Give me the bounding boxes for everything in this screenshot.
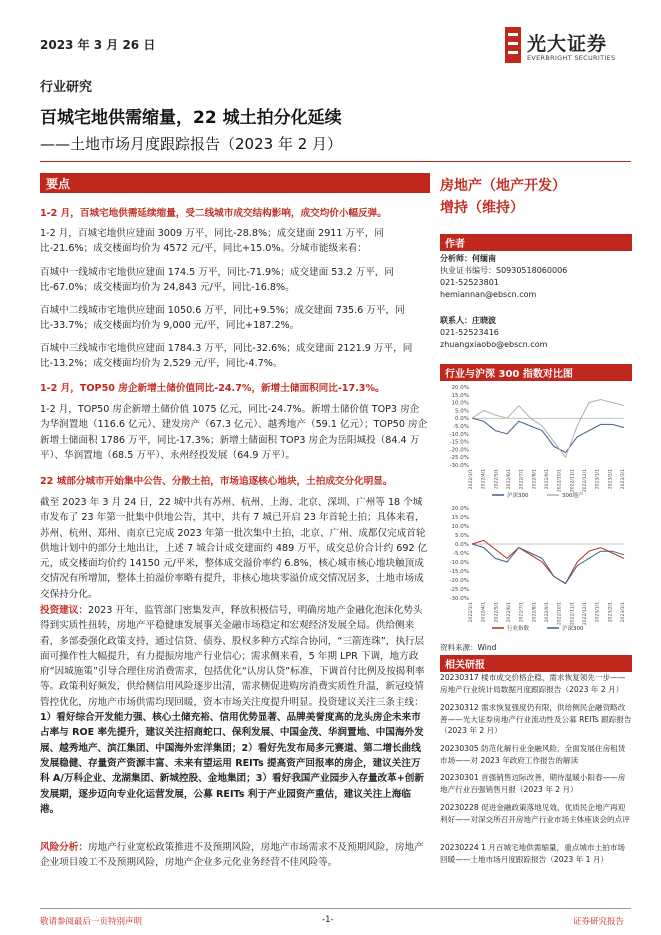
section3-para1: 截至 2023 年 3 月 24 日，22 城中共有苏州、杭州、上海、北京、深圳、广州等 18 个城市发布了 23 年第一批集中供地公告，其中，共有 7 城已开启 23 年首轮土拍；具体来看，苏州、杭州、郑州、南京已完成 2023 年第一批次集中土拍，北京、广州、成都仅完成首轮供地计划中的部分土地出让，上述 7 城合计成交建面约 489 万平，成交总价合计约 692 亿元，成交楼面均价约 14150 元/平米，整体成交溢价率约 6.8%，核心城市核心地块触顶成交情况有所增加，整体土拍溢价率略有提升，非核心地块零溢价成交情况居多，土地市场成交保持分化。 xyxy=(40,497,428,600)
related-label: 相关研报 xyxy=(445,660,485,671)
x-tick-label: 2022/4/1 xyxy=(481,469,487,490)
footer-report-type: 证券研究报告 xyxy=(573,917,625,927)
company-logo xyxy=(505,27,630,67)
risk-text: 房地产行业宽松政策推进不及预期风险，房地产市场需求不及预期风险，房地产企业项目竣工不及预期风险，房地产企业多元化业务经营不佳风险等。 xyxy=(40,842,424,869)
y-tick-label: -5.0% xyxy=(453,424,469,430)
section2-headline: 1-2 月，TOP50 房企新增土储价值同比-24.7%，新增土储面积同比-17.3%。 xyxy=(40,383,385,394)
x-tick-label: 2022/11/1 xyxy=(570,602,576,626)
footer-disclaimer[interactable]: 敬请参阅最后一页特别声明 xyxy=(40,917,143,927)
x-tick-label: 2022/6/1 xyxy=(507,602,512,623)
footer-divider xyxy=(40,908,631,909)
y-tick-label: 5.0% xyxy=(455,408,469,415)
y-tick-label: -15.0% xyxy=(449,569,469,575)
y-tick-label: -10.0% xyxy=(449,431,469,438)
title-divider xyxy=(40,161,631,162)
related-report-item[interactable]: 20230228 促进金融政策落地见效，优质民企地产再迎利好——对深交所召开房地产行业市场主体座谈会的点评 xyxy=(440,803,630,824)
x-tick-label: 2023/3/1 xyxy=(621,602,626,623)
y-tick-label: -5.0% xyxy=(453,551,469,557)
y-tick-label: -15.0% xyxy=(449,439,469,446)
x-tick-label: 2023/2/1 xyxy=(608,602,614,623)
page-number: -1- xyxy=(322,915,334,925)
x-tick-label: 2022/9/1 xyxy=(545,602,550,623)
contact-name: 联系人：庄晓波 xyxy=(440,316,496,325)
y-tick-label: 15.0% xyxy=(451,392,469,399)
author-label: 作者 xyxy=(445,239,465,250)
x-tick-label: 2022/10/1 xyxy=(557,602,563,626)
y-tick-label: 5.0% xyxy=(455,533,469,539)
page-title: 百城宅地供需缩量，22 城土拍分化延续 xyxy=(40,108,342,128)
y-tick-label: 20.0% xyxy=(451,385,469,391)
y-tick-label: 15.0% xyxy=(451,515,469,521)
related-bar xyxy=(440,655,632,672)
x-tick-label: 2022/10/1 xyxy=(557,469,563,493)
x-tick-label: 2022/9/1 xyxy=(545,469,550,490)
x-tick-label: 2022/7/1 xyxy=(519,602,525,623)
y-tick-label: 20.0% xyxy=(451,506,469,512)
logo-icon xyxy=(505,27,521,63)
key-points-bar xyxy=(40,173,430,193)
y-tick-label: 0.0% xyxy=(455,416,469,423)
x-tick-label: 2022/3/1 xyxy=(469,602,474,623)
index-compare-chart-1 xyxy=(440,383,632,501)
section1-para4: 百城中三线城市宅地供应建面 1784.3 万平，同比-32.6%；成交建面 2121.9 万平，同比-13.2%；成交楼面均价为 2,529 元/平，同比-4.7%。 xyxy=(40,343,413,370)
logo-en: EVERBRIGHT SECURITIES xyxy=(527,54,616,62)
legend-label: 沪深300 xyxy=(562,626,584,632)
x-tick-label: 2022/6/1 xyxy=(507,469,512,490)
chart-source: 资料来源：Wind xyxy=(440,643,497,652)
x-tick-label: 2022/3/1 xyxy=(469,469,474,490)
x-tick-label: 2023/3/1 xyxy=(621,469,626,490)
related-report-item[interactable]: 20230312 需求恢复强度仍有限，供给侧民企融资略改善——光大证券房地产行业流动性及公募 REITs 跟踪报告（2023 年 2 月） xyxy=(440,703,632,736)
analyst-phone: 021-52523801 xyxy=(440,278,499,287)
analyst-name: 分析师：何缅南 xyxy=(440,254,496,263)
x-tick-label: 2022/4/1 xyxy=(481,602,487,623)
series-line xyxy=(472,540,624,583)
x-tick-label: 2022/5/1 xyxy=(494,602,500,623)
series-line xyxy=(472,544,624,584)
y-tick-label: -30.0% xyxy=(449,596,469,602)
x-tick-label: 2022/12/1 xyxy=(583,469,588,493)
y-tick-label: -20.0% xyxy=(449,447,469,454)
related-report-item[interactable]: 20230305 防范化解行业金融风险，全面发展住房租赁市场——对 2023 年政府工作报告的解读 xyxy=(440,744,626,765)
contact-email[interactable]: zhuangxiaobo@ebscn.com xyxy=(440,340,548,349)
section1-para2: 百城中一线城市宅地供应建面 174.5 万平，同比-71.9%；成交建面 53.2 万平，同比-67.0%；成交楼面均价为 24,843 元/平，同比-16.8%。 xyxy=(40,267,394,294)
report-category: 行业研究 xyxy=(40,80,93,95)
page-subtitle: ——土地市场月度跟踪报告（2023 年 2 月） xyxy=(40,135,343,153)
x-tick-label: 2023/1/1 xyxy=(595,602,601,623)
author-bar xyxy=(440,234,632,251)
x-tick-label: 2022/12/1 xyxy=(583,602,588,626)
series-line xyxy=(472,418,624,452)
investment-bold: 1）看好综合开发能力强、核心土储充裕、信用优势显著、品牌美誉度高的龙头房企未来市占率与 ROE 率先提升，建议关注招商蛇口、保利发展、中国金茂、华润置地、中国海外发展、越秀地产、滨江集团、中国海外宏洋集团；2）看好先发布局多元赛道、第二增长曲线发展稳健、存量资产资源丰富、未来有望运用 REITs 提高资产回报率的房企，建议关注万科 A/万科企业、龙湖集团、新城控股、金地集团；3）看好我国产业园步入存量改革+创新发展期，逐步迈向专业化运营发展，公募 REITs 利于产业园资产重估，建议关注上海临港。 xyxy=(40,712,424,815)
y-tick-label: -10.0% xyxy=(449,560,469,566)
related-report-item[interactable]: 20230317 楼市成交价格企稳，需求恢复领先一步——房地产行业统计局数据月度跟踪报告（2023 年 2 月） xyxy=(440,673,626,694)
section3-headline: 22 城部分城市开始集中公告、分散土拍，市场追逐核心地块，土拍成交分化明显。 xyxy=(40,476,393,487)
section1-headline: 1-2 月，百城宅地供需延续缩量，受二线城市成交结构影响，成交均价小幅反弹。 xyxy=(40,208,387,219)
investment-advice xyxy=(40,603,428,817)
contact-info xyxy=(440,315,632,351)
related-report-item[interactable]: 20230301 首强销售边际改善，期待温暖小阳春——房地产行业百强销售月报（2023 年 2 月） xyxy=(440,773,626,794)
analyst-info xyxy=(440,253,632,301)
section1-para1: 1-2 月，百城宅地供应建面 3009 万平，同比-28.8%；成交建面 2911 万平，同比-21.6%；成交楼面均价为 4572 元/平，同比+15.0%。分城市能级来看： xyxy=(40,228,384,255)
key-points-label: 要点 xyxy=(46,177,71,191)
analyst-email[interactable]: hemiannan@ebscn.com xyxy=(440,290,537,299)
report-date: 2023 年 3 月 26 日 xyxy=(40,38,156,52)
y-tick-label: -30.0% xyxy=(449,463,469,469)
rating-sector: 房地产（地产开发） xyxy=(440,178,566,194)
x-tick-label: 2022/5/1 xyxy=(494,469,500,490)
y-tick-label: -25.0% xyxy=(449,455,469,462)
risk-label: 风险分析： xyxy=(40,842,88,853)
x-tick-label: 2023/1/1 xyxy=(595,469,601,490)
section1-para3: 百城中二线城市宅地供应建面 1050.6 万平，同比+9.5%；成交建面 735.6 万平，同比-33.7%；成交楼面均价为 9,000 元/平，同比+187.2%。 xyxy=(40,305,405,332)
y-tick-label: -20.0% xyxy=(449,578,469,584)
analyst-license: 执业证书编号：S0930518060006 xyxy=(440,266,568,275)
legend-label: 行业指数 xyxy=(507,626,530,632)
related-report-item[interactable]: 20230224 1 月百城宅地供需缩量，重点城市土拍市场回暖——土地市场月度跟踪报告（2023 年 1 月） xyxy=(440,843,625,864)
x-tick-label: 2023/2/1 xyxy=(608,469,614,490)
index-compare-chart-2 xyxy=(440,504,632,634)
series-line xyxy=(472,400,624,458)
industry-rating xyxy=(440,175,566,219)
contact-phone: 021-52523416 xyxy=(440,328,499,337)
logo-cn: 光大证券 xyxy=(527,33,608,55)
investment-text: 2023 开年，监管部门密集发声，释放积极信号，明确房地产金融化泡沫化势头得到实质性扭转，房地产平稳健康发展事关金融市场稳定和宏观经济发展全局。供给侧来看，多部委强化政策支持，通过信贷、债券、股权多种方式综合协同，“三箭连珠”，执行层面可操作性大幅提升，有力提振房地产行业信心；需求侧来看，5 年期 LPR 下调，地方政府“因城施策”引导合理住房消费需求，包括优化“认房认贷”标准，下调首付比例及按揭利率等。政策利好频发，供给侧信用风险逐步出清，需求侧促进购房消费实质性升温，新冠疫情管控优化，房地产市场供需均现回暖，资本市场关注度提升明显。投资建议关注三条主线： xyxy=(40,605,425,708)
y-tick-label: 10.0% xyxy=(451,524,469,530)
y-tick-label: -25.0% xyxy=(449,587,469,593)
chart-bar xyxy=(440,364,632,381)
investment-label: 投资建议： xyxy=(40,605,88,616)
risk-analysis xyxy=(40,840,428,871)
x-tick-label: 2022/7/1 xyxy=(519,469,525,490)
x-tick-label: 2022/11/1 xyxy=(570,469,576,493)
chart-label: 行业与沪深 300 指数对比图 xyxy=(445,369,573,380)
rating-value: 增持（维持） xyxy=(440,200,524,216)
legend-label: 沪深300 xyxy=(507,493,529,499)
legend-label: 300地产 xyxy=(562,493,584,499)
x-tick-label: 2022/8/1 xyxy=(532,602,538,623)
x-tick-label: 2022/8/1 xyxy=(532,469,538,490)
section2-para1: 1-2 月，TOP50 房企新增土储价值 1075 亿元，同比-24.7%。新增土储价值 TOP3 房企为华润置地（116.6 亿元）、建发房产（67.3 亿元）、越秀地产（59.1 亿元）；TOP50 房企新增土储面积 1786 万平，同比-17.3%；新增土储面积 TOP3 房企为岳阳城投（84.4 万平）、华润置地（68.5 万平）、永州经投发展（64.9 万平）。 xyxy=(40,404,428,461)
y-tick-label: 0.0% xyxy=(455,542,469,548)
y-tick-label: 10.0% xyxy=(451,400,469,407)
